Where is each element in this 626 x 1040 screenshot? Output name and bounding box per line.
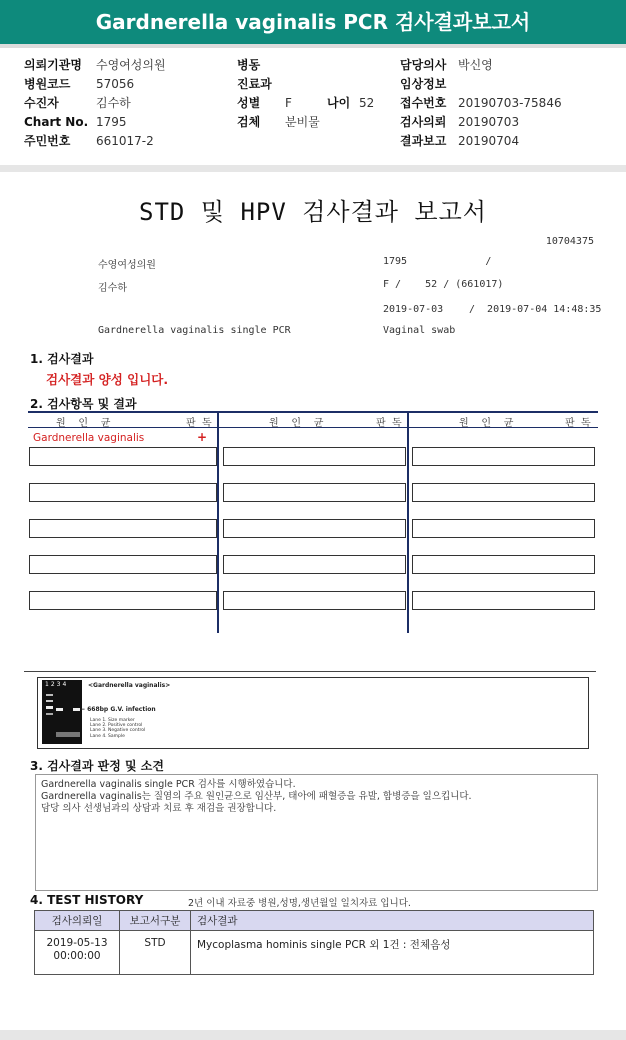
- gel-legend-item: Lane 4. Sample: [90, 733, 125, 739]
- gel-legend: [90, 718, 145, 739]
- section-4-title: 4. TEST HISTORY: [30, 893, 144, 907]
- doc-chart: 1795 /: [383, 256, 492, 267]
- chart-value: 1795: [96, 115, 127, 129]
- section-3-title: 3. 검사결과 판정 및 소견: [30, 759, 164, 773]
- gel-image-frame: [37, 677, 589, 749]
- receipt-value: 20190703-75846: [458, 96, 562, 110]
- section-1-title: 1. 검사결과: [30, 352, 94, 366]
- header-separator: [0, 165, 626, 172]
- history-col-date: 검사의뢰일: [35, 911, 120, 931]
- patient-label: 수진자: [24, 96, 59, 110]
- code-value: 57056: [96, 77, 135, 91]
- opinion-line: 담당 의사 선생님과의 상담과 치료 후 재검을 권장합니다.: [41, 803, 277, 814]
- opinion-text: [41, 779, 472, 815]
- doc-patient: 김수하: [98, 283, 127, 294]
- result-cell: [29, 519, 217, 538]
- specimen-value: 분비물: [285, 115, 320, 129]
- request-label: 검사의뢰: [400, 115, 447, 129]
- header-middle-column: [237, 56, 397, 132]
- gel-band: [46, 694, 53, 696]
- grid-divider-1: [217, 411, 219, 633]
- result-cell: [412, 447, 595, 466]
- gel-title: <Gardnerella vaginalis>: [88, 682, 171, 689]
- col-header-result-3: 판 독: [565, 418, 591, 429]
- specimen-label: 검체: [237, 115, 261, 129]
- header-left-column: [24, 56, 224, 151]
- result-cell: [223, 555, 406, 574]
- opinion-line: Gardnerella vaginalis는 질염의 주요 원인균으로 임산부, 태아에 패혈증을 유발, 합병증을 일으킵니다.: [41, 791, 472, 802]
- lane-number: 4: [62, 681, 69, 688]
- gel-band: [46, 713, 53, 715]
- history-table: [34, 910, 594, 975]
- result-cell: [223, 447, 406, 466]
- report-banner-title: Gardnerella vaginalis PCR 검사결과보고서: [0, 0, 626, 48]
- gel-lane-numbers: [45, 681, 68, 688]
- result-cell: [29, 555, 217, 574]
- pathogen-name: Gardnerella vaginalis: [33, 432, 145, 444]
- doc-specimen: Vaginal swab: [383, 325, 456, 336]
- gel-band: [56, 708, 63, 711]
- result-cell: [223, 591, 406, 610]
- gel-band-label: ← 668bp G.V. infection: [80, 706, 156, 713]
- hospital-value: 수영여성의원: [96, 58, 166, 72]
- result-cell: [223, 519, 406, 538]
- report-label: 결과보고: [400, 134, 447, 148]
- doctor-value: 박신영: [458, 58, 493, 72]
- result-cell: [412, 483, 595, 502]
- document-title: STD 및 HPV 검사결과 보고서: [139, 198, 487, 226]
- col-header-result-1: 판 독: [186, 418, 212, 429]
- grid-top-border: [28, 411, 598, 413]
- pathogen-result: +: [197, 430, 208, 444]
- result-cell: [412, 555, 595, 574]
- result-cell: [412, 519, 595, 538]
- report-value: 20190704: [458, 134, 520, 148]
- result-cell: [412, 591, 595, 610]
- doctor-label: 담당의사: [400, 58, 447, 72]
- sex-value: F: [285, 96, 292, 110]
- history-type: STD: [120, 931, 191, 975]
- document-id-number: 10704375: [545, 236, 594, 247]
- history-row: [35, 931, 594, 975]
- lane-number: 2: [50, 681, 57, 688]
- col-header-pathogen-1: 원 인 균: [56, 418, 111, 429]
- opinion-box: [35, 774, 598, 891]
- history-col-type: 보고서구분: [120, 911, 191, 931]
- gel-legend-item: Lane 2. Positive control: [90, 723, 143, 729]
- code-label: 병원코드: [24, 77, 71, 91]
- doc-date-requested: 2019-07-03: [383, 304, 444, 315]
- lane-number: 1: [45, 681, 51, 688]
- ward-label: 병동: [237, 58, 261, 72]
- chart-label: Chart No.: [24, 115, 89, 129]
- result-cell: [223, 483, 406, 502]
- col-header-pathogen-2: 원 인 균: [269, 418, 324, 429]
- result-cell: [29, 591, 217, 610]
- gel-band: [73, 708, 80, 711]
- history-date: 2019-05-13: [46, 937, 108, 949]
- col-header-pathogen-3: 원 인 균: [459, 418, 514, 429]
- clinical-label: 임상정보: [400, 77, 447, 91]
- history-col-result: 검사결과: [191, 911, 594, 931]
- history-header-row: [35, 911, 594, 931]
- header-right-column: [400, 56, 620, 151]
- hospital-label: 의뢰기관명: [24, 58, 82, 72]
- grid-divider-2: [407, 411, 409, 633]
- gel-legend-item: Lane 1. Size marker: [90, 718, 135, 723]
- doc-date-reported: / 2019-07-04 14:48:35: [469, 304, 602, 315]
- result-cell: [29, 447, 217, 466]
- doc-hospital: 수영여성의원: [98, 260, 156, 271]
- col-header-result-2: 판 독: [376, 418, 402, 429]
- request-value: 20190703: [458, 115, 520, 129]
- gel-electrophoresis-image: [42, 680, 82, 744]
- rrn-label: 주민번호: [24, 134, 71, 148]
- gel-band: [46, 700, 53, 702]
- history-time: 00:00:00: [53, 950, 101, 962]
- dept-label: 진료과: [237, 77, 272, 91]
- section-2-title: 2. 검사항목 및 결과: [30, 397, 137, 411]
- age-label: 나이: [327, 96, 351, 110]
- opinion-line: Gardnerella vaginalis single PCR 검사를 시행하였습니다.: [41, 779, 296, 790]
- history-note: 2년 이내 자료중 병원,성명,생년월일 일치자료 입니다.: [188, 898, 411, 909]
- gel-band: [46, 706, 53, 709]
- result-cell: [29, 483, 217, 502]
- age-value: 52: [359, 96, 375, 110]
- sex-label: 성별: [237, 96, 261, 110]
- footer-bar: [0, 1030, 626, 1040]
- history-result: Mycoplasma hominis single PCR 외 1건 : 전체음성: [191, 931, 594, 975]
- positive-result-text: 검사결과 양성 입니다.: [46, 372, 169, 387]
- section-separator: [24, 671, 596, 672]
- rrn-value: 661017-2: [96, 134, 154, 148]
- patient-value: 김수하: [96, 96, 131, 110]
- lane-number: 3: [56, 681, 63, 688]
- doc-sex-age: F / 52 / (661017): [383, 279, 504, 290]
- doc-test-name: Gardnerella vaginalis single PCR: [98, 325, 291, 336]
- history-date-cell: [35, 931, 120, 975]
- gel-legend-item: Lane 3. Negative control: [90, 728, 146, 734]
- receipt-label: 접수번호: [400, 96, 447, 110]
- gel-band: [56, 732, 80, 737]
